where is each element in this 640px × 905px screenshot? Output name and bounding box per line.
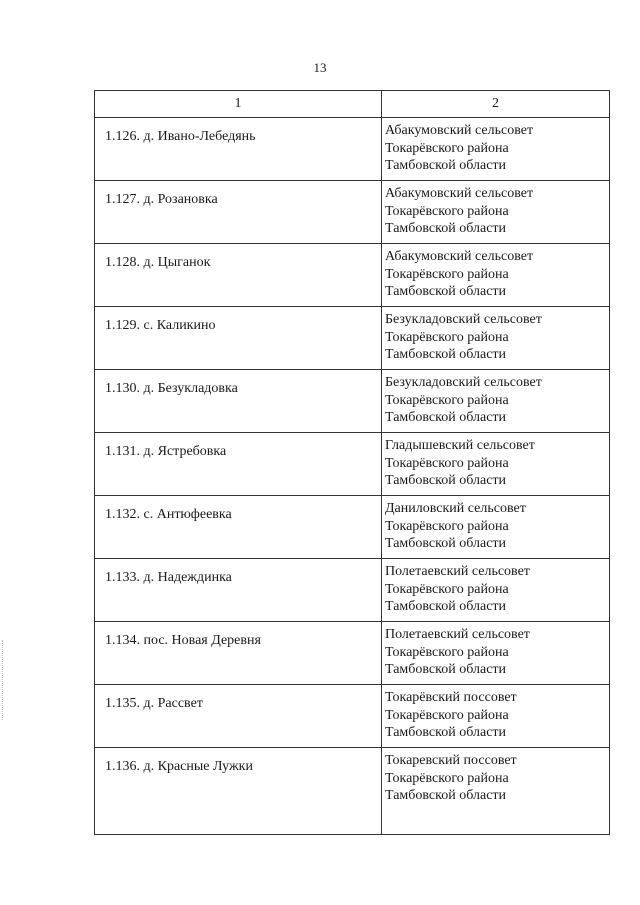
region-cell: [382, 181, 610, 244]
region-cell: [382, 622, 610, 685]
region-line: Токарёвского района: [385, 266, 509, 282]
region-line: Тамбовской области: [385, 725, 507, 740]
region-text: [382, 622, 609, 679]
region-cell: [382, 118, 610, 181]
place-cell: [95, 181, 382, 244]
region-text: [382, 496, 609, 553]
place-cell: [95, 685, 382, 748]
place-name: 1.133. д. Надеждинка: [105, 570, 232, 585]
place-name: 1.132. с. Антюфеевка: [105, 507, 232, 522]
place-cell: [95, 307, 382, 370]
region-text: [382, 307, 609, 364]
region-line: Токарёвского района: [385, 770, 509, 786]
region-line: Даниловский сельсовет: [385, 501, 526, 516]
place-cell: [95, 433, 382, 496]
region-text: [382, 181, 609, 238]
region-line: Гладышевский сельсовет: [385, 438, 535, 453]
table-row: [95, 433, 610, 496]
region-line: Токарёвского района: [385, 707, 509, 723]
place-cell: [95, 370, 382, 433]
region-line: Тамбовской области: [385, 347, 507, 362]
column-header-2: 2: [382, 91, 610, 118]
region-line: Полетаевский сельсовет: [385, 564, 530, 579]
place-name: 1.127. д. Розановка: [105, 192, 218, 207]
region-text: [382, 370, 609, 427]
region-text: [382, 559, 609, 616]
page-number: 13: [313, 60, 327, 75]
place-name: 1.129. с. Каликино: [105, 318, 216, 333]
table-row: [95, 685, 610, 748]
region-text: [382, 433, 609, 490]
region-line: Токарёвского района: [385, 392, 509, 408]
region-line: Абакумовский сельсовет: [385, 123, 534, 138]
region-cell: [382, 559, 610, 622]
table-row: [95, 118, 610, 181]
region-cell: [382, 244, 610, 307]
table-row: [95, 559, 610, 622]
margin-mark: [2, 640, 5, 720]
region-line: Тамбовской области: [385, 473, 507, 488]
table-row: [95, 307, 610, 370]
region-line: Абакумовский сельсовет: [385, 186, 534, 201]
table-row: [95, 496, 610, 559]
column-header-1: 1: [95, 91, 382, 118]
region-text: [382, 118, 609, 175]
region-line: Абакумовский сельсовет: [385, 249, 534, 264]
place-cell: [95, 622, 382, 685]
region-line: Токарёвского района: [385, 644, 509, 660]
region-line: Токарёвский поссовет: [385, 690, 517, 705]
region-line: Тамбовской области: [385, 158, 507, 173]
table-header-row: [95, 91, 610, 118]
region-line: Токаревский поссовет: [385, 753, 517, 768]
region-cell: [382, 685, 610, 748]
place-name: 1.126. д. Ивано-Лебедянь: [105, 129, 256, 144]
place-name: 1.128. д. Цыганок: [105, 255, 211, 270]
region-text: [382, 748, 609, 805]
region-line: Полетаевский сельсовет: [385, 627, 530, 642]
region-line: Токарёвского района: [385, 329, 509, 345]
place-cell: [95, 118, 382, 181]
region-line: Тамбовской области: [385, 536, 507, 551]
table-row: [95, 622, 610, 685]
table-row: [95, 370, 610, 433]
region-line: Тамбовской области: [385, 788, 507, 803]
place-cell: [95, 748, 382, 835]
table-row: [95, 748, 610, 835]
table-row: [95, 244, 610, 307]
region-line: Тамбовской области: [385, 599, 507, 614]
settlements-table: [94, 90, 610, 835]
region-cell: [382, 433, 610, 496]
place-name: 1.136. д. Красные Лужки: [105, 759, 253, 774]
region-line: Токарёвского района: [385, 203, 509, 219]
place-cell: [95, 244, 382, 307]
place-name: 1.130. д. Безукладовка: [105, 381, 238, 396]
region-cell: [382, 748, 610, 835]
region-line: Тамбовской области: [385, 410, 507, 425]
table-row: [95, 181, 610, 244]
place-cell: [95, 496, 382, 559]
place-name: 1.135. д. Рассвет: [105, 696, 203, 711]
place-name: 1.131. д. Ястребовка: [105, 444, 227, 459]
region-line: Безукладовский сельсовет: [385, 375, 542, 390]
region-text: [382, 685, 609, 742]
region-line: Токарёвского района: [385, 581, 509, 597]
region-text: [382, 244, 609, 301]
region-line: Токарёвского района: [385, 140, 509, 156]
region-line: Тамбовской области: [385, 221, 507, 236]
region-line: Токарёвского района: [385, 455, 509, 471]
region-line: Тамбовской области: [385, 284, 507, 299]
place-cell: [95, 559, 382, 622]
region-cell: [382, 307, 610, 370]
region-line: Тамбовской области: [385, 662, 507, 677]
place-name: 1.134. пос. Новая Деревня: [105, 633, 261, 648]
region-cell: [382, 370, 610, 433]
region-cell: [382, 496, 610, 559]
region-line: Безукладовский сельсовет: [385, 312, 542, 327]
region-line: Токарёвского района: [385, 518, 509, 534]
